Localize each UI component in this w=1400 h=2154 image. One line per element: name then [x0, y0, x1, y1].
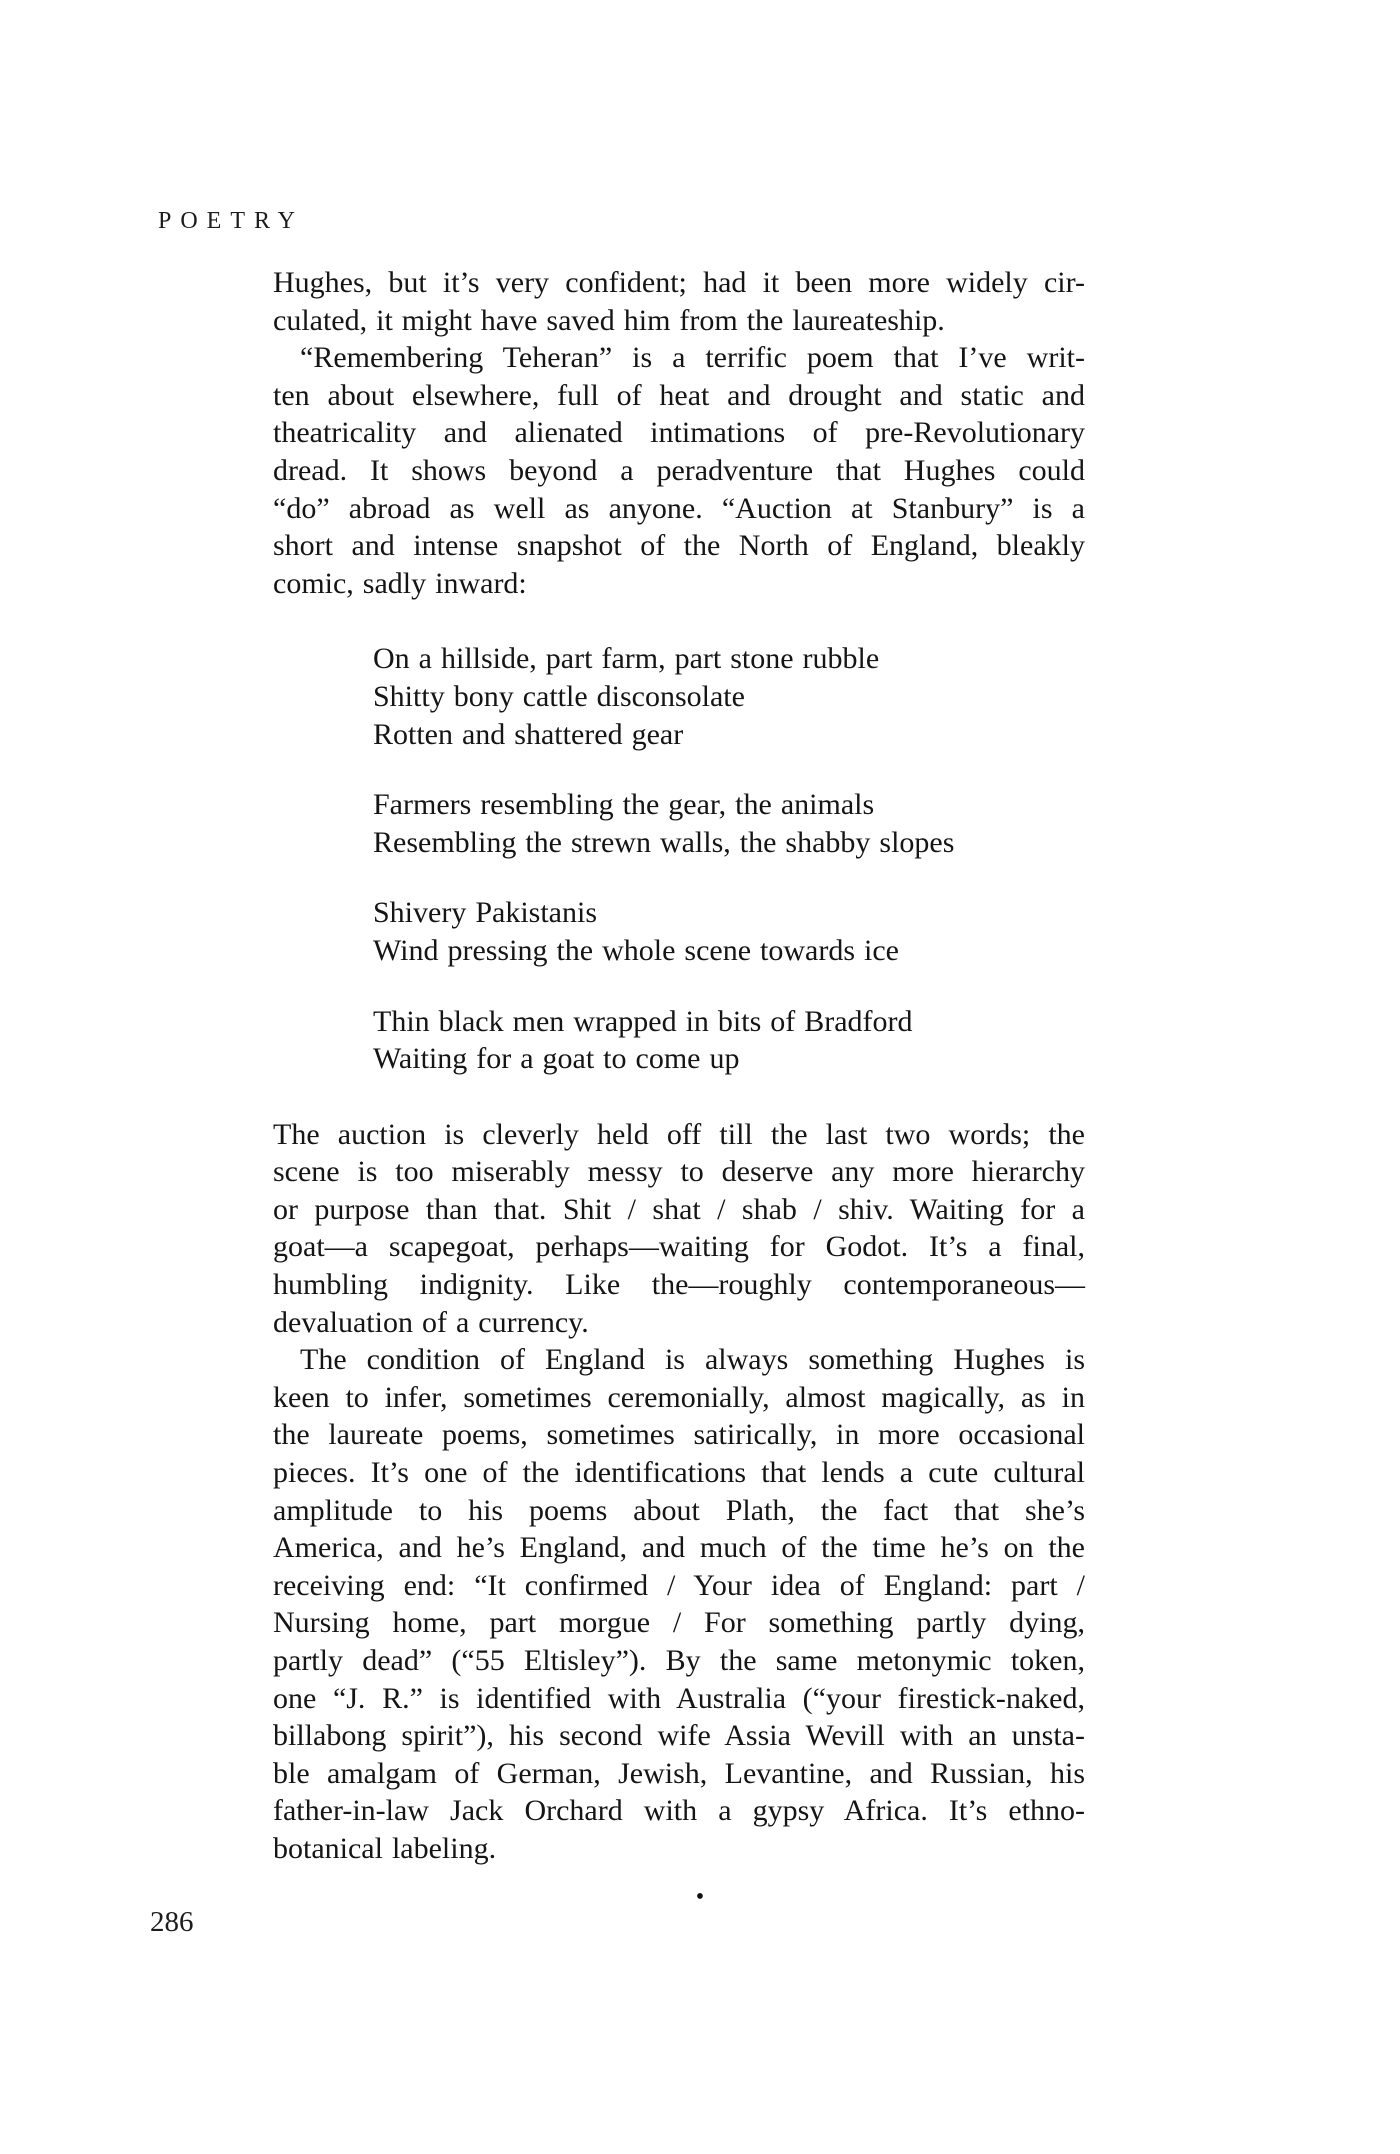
- verse-line: Rotten and shattered gear: [373, 717, 684, 751]
- stanza: [373, 894, 1085, 969]
- prose-line: dread. It shows beyond a peradventure that Hughes could: [273, 453, 1085, 487]
- prose-line: short and intense snapshot of the North of England, bleakly: [273, 529, 1085, 563]
- verse-line: On a hillside, part farm, part stone rubble: [373, 642, 880, 676]
- prose-line: amplitude to his poems about Plath, the fact that she’s: [273, 1493, 1085, 1527]
- prose-line: “Remembering Teheran” is a terrific poem that I’ve writ-: [300, 341, 1085, 375]
- prose-line: culated, it might have saved him from the laureateship.: [273, 303, 945, 337]
- verse-line: Shitty bony cattle disconsolate: [373, 679, 745, 713]
- prose-line: pieces. It’s one of the identifications that lends a cute cultural: [273, 1456, 1085, 1490]
- prose-line: ble amalgam of German, Jewish, Levantine, and Russian, his: [273, 1756, 1085, 1790]
- verse-line: Waiting for a goat to come up: [373, 1042, 740, 1076]
- stanza: [373, 786, 1085, 861]
- prose-line: The auction is cleverly held off till the last two words; the: [273, 1117, 1085, 1151]
- prose-line: scene is too miserably messy to deserve any more hierarchy: [273, 1155, 1085, 1189]
- verse-line: Wind pressing the whole scene towards ice: [373, 933, 899, 967]
- verse-quotation: [373, 640, 1085, 1077]
- verse-line: Shivery Pakistanis: [373, 896, 597, 930]
- prose-line: billabong spirit”), his second wife Assia Wevill with an unsta-: [273, 1719, 1085, 1753]
- prose-paragraph-block: [273, 1116, 1085, 1868]
- prose-line: goat—a scapegoat, perhaps—waiting for Godot. It’s a final,: [273, 1230, 1085, 1264]
- verse-line: Thin black men wrapped in bits of Bradford: [373, 1004, 913, 1038]
- verse-line: Resembling the strewn walls, the shabby slopes: [373, 825, 955, 859]
- prose-line: keen to infer, sometimes ceremonially, almost magically, as in: [273, 1380, 1085, 1414]
- running-head: POETRY: [158, 208, 305, 234]
- prose-line: botanical labeling.: [273, 1831, 497, 1865]
- prose-line: humbling indignity. Like the—roughly contemporaneous—: [273, 1268, 1085, 1302]
- prose-line: father-in-law Jack Orchard with a gypsy Africa. It’s ethno-: [273, 1794, 1085, 1828]
- prose-paragraph-block: [273, 264, 1085, 602]
- prose-line: the laureate poems, sometimes satirically, in more occasional: [273, 1418, 1085, 1452]
- verse-line: Farmers resembling the gear, the animals: [373, 788, 875, 822]
- prose-line: partly dead” (“55 Eltisley”). By the same metonymic token,: [273, 1644, 1085, 1677]
- prose-line: one “J. R.” is identified with Australia (“your firestick-naked,: [273, 1681, 1085, 1715]
- prose-line: comic, sadly inward:: [273, 566, 527, 600]
- prose-line: theatricality and alienated intimations of pre-Revolutionary: [273, 416, 1085, 450]
- prose-line: receiving end: “It confirmed / Your idea of England: part /: [273, 1568, 1085, 1602]
- prose-line: “do” abroad as well as anyone. “Auction at Stanbury” is a: [273, 491, 1085, 525]
- prose-line: The condition of England is always something Hughes is: [300, 1343, 1085, 1377]
- stanza: [373, 640, 1085, 753]
- prose-line: Hughes, but it’s very confident; had it been more widely cir-: [273, 266, 1085, 299]
- section-break-bullet: •: [695, 1884, 705, 1910]
- prose-line: America, and he’s England, and much of the time he’s on the: [273, 1531, 1085, 1565]
- prose-line: or purpose than that. Shit / shat / shab / shiv. Waiting for a: [273, 1192, 1085, 1226]
- prose-line: devaluation of a currency.: [273, 1305, 589, 1339]
- text-block: [273, 264, 1085, 1868]
- stanza: [373, 1003, 1085, 1078]
- prose-line: ten about elsewhere, full of heat and drought and static and: [273, 378, 1085, 412]
- prose-line: Nursing home, part morgue / For something partly dying,: [273, 1606, 1085, 1640]
- page-number: 286: [150, 1906, 194, 1938]
